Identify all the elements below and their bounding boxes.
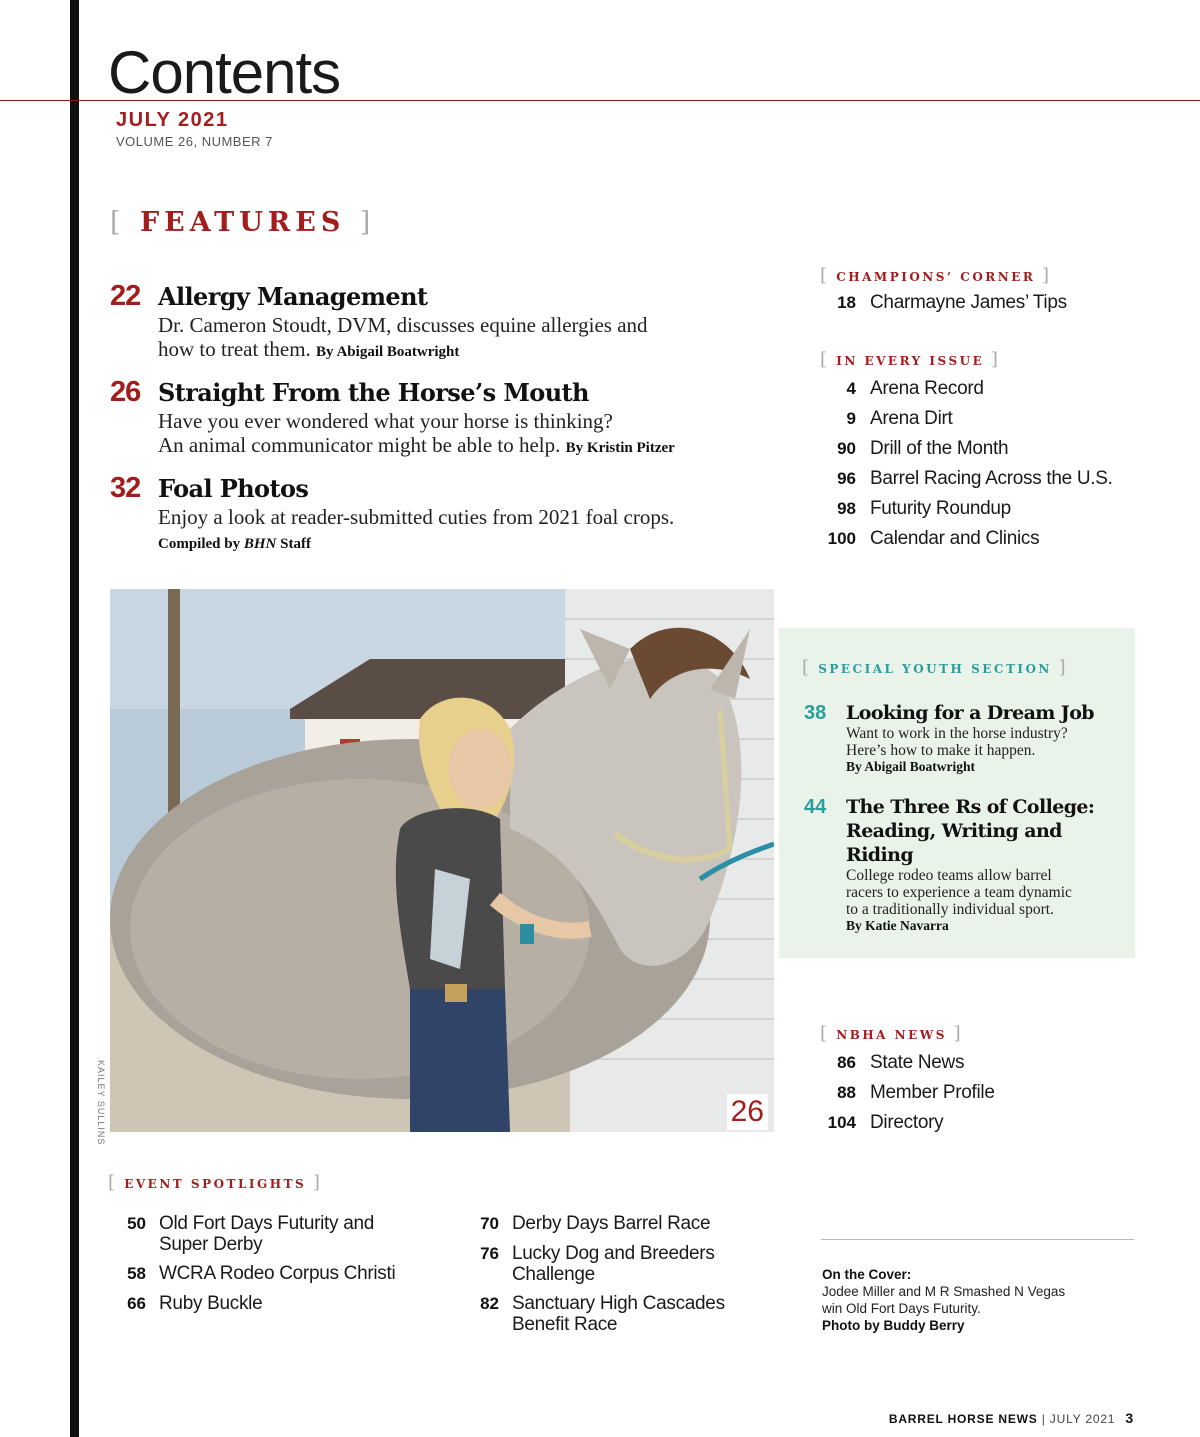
bracket-open-icon: [ [108,1172,118,1193]
youth-page-number: 44 [804,796,827,818]
toc-item[interactable] [820,292,1067,322]
publication-name: BARREL HORSE NEWS [888,1412,1038,1426]
volume-number: VOLUME 26, NUMBER 7 [116,134,273,149]
toc-label: State News [870,1052,965,1073]
youth-description: College rodeo teams allow barrel racers to experience a team dynamic to a traditionally individual sport. [846,867,1072,918]
youth-byline: By Katie Navarra [846,918,949,933]
toc-item[interactable] [820,498,1113,528]
feature-page-number: 26 [110,376,141,408]
event-label: Sanctuary High Cascades Benefit Race [512,1293,725,1335]
feature-byline: By Abigail Boatwright [316,344,460,360]
youth-title: The Three Rs of College: Reading, Writing and Riding [846,796,1095,866]
event-item[interactable] [463,1293,772,1335]
cover-divider [821,1239,1134,1240]
feature-item-foal-photos[interactable] [110,472,770,556]
photo-credit: KAILEY SULLINS [96,1060,106,1146]
toc-item[interactable] [820,378,1113,408]
youth-title: Looking for a Dream Job [846,702,1094,724]
bracket-close-icon: ] [359,207,376,238]
toc-label: Futurity Roundup [870,498,1011,519]
event-spotlights-heading: [ EVENT SPOTLIGHTS ] [108,1172,323,1193]
feature-title: Straight From the Horse’s Mouth [158,378,589,407]
toc-label: Arena Dirt [870,408,953,429]
in-every-issue-list [820,378,1113,558]
toc-page-number: 96 [837,469,856,488]
event-label: Lucky Dog and Breeders Challenge [512,1243,715,1285]
event-item[interactable] [463,1213,772,1235]
feature-description: Enjoy a look at reader-submitted cuties from 2021 foal crops. Compiled by BHN Staff [158,505,675,552]
feature-item-horses-mouth[interactable] [110,376,770,460]
feature-page-number: 22 [110,280,141,312]
toc-label: Directory [870,1112,944,1133]
toc-label: Barrel Racing Across the U.S. [870,468,1113,489]
event-page-number: 82 [480,1294,499,1313]
toc-item[interactable] [820,528,1113,558]
youth-section-heading: [ SPECIAL YOUTH SECTION ] [802,657,1069,678]
feature-description: Have you ever wondered what your horse is thinking? An animal communicator might be able to help. By Kristin Pitzer [158,409,675,457]
toc-item[interactable] [820,1112,995,1142]
event-page-number: 66 [127,1294,146,1313]
cover-photo-credit: Photo by Buddy Berry [822,1318,965,1333]
features-heading-label: FEATURES [139,207,346,238]
champions-corner-heading: [ CHAMPIONS’ CORNER ] [820,265,1052,286]
event-item[interactable] [110,1213,419,1255]
youth-description: Want to work in the horse industry? Here’s how to make it happen. [846,725,1068,759]
bracket-open-icon: [ [110,207,126,238]
in-every-issue-heading: [ IN EVERY ISSUE ] [820,349,1001,370]
toc-page-number: 4 [846,379,856,398]
event-label: WCRA Rodeo Corpus Christi [159,1263,396,1284]
toc-page-number: 98 [837,499,856,518]
toc-page-number: 104 [827,1113,856,1132]
footer-separator: | [1041,1412,1046,1426]
feature-photo[interactable] [110,589,774,1132]
youth-page-number: 38 [804,702,827,724]
toc-page-number: 90 [837,439,856,458]
page-number: 3 [1125,1410,1134,1426]
page-title: Contents [108,39,341,106]
bracket-close-icon: ] [1058,657,1069,678]
feature-byline: By Kristin Pitzer [565,440,675,456]
event-spotlights-col1 [110,1213,419,1323]
nbha-news-heading: [ NBHA NEWS ] [820,1023,964,1044]
bracket-close-icon: ] [312,1172,323,1193]
youth-item-dream-job[interactable] [804,701,1124,775]
event-page-number: 70 [480,1214,499,1233]
bracket-open-icon: [ [820,1023,830,1044]
toc-label: Calendar and Clinics [870,528,1040,549]
toc-label: Charmayne James’ Tips [870,292,1067,313]
bracket-close-icon: ] [1042,265,1052,286]
bracket-open-icon: [ [820,349,830,370]
toc-page-number: 9 [846,409,856,428]
event-item[interactable] [110,1293,419,1315]
feature-description: Dr. Cameron Stoudt, DVM, discusses equine allergies and how to treat them. By Abigail Boatwright [158,313,648,361]
toc-page-number: 100 [827,529,856,548]
horse-and-rider-illustration [110,589,774,1132]
photo-page-reference: 26 [727,1094,768,1130]
toc-item[interactable] [820,468,1113,498]
toc-page-number: 88 [837,1083,856,1102]
toc-label: Drill of the Month [870,438,1009,459]
nbha-news-list [820,1052,995,1142]
event-item[interactable] [463,1243,772,1285]
page-spine-bar [70,0,79,1437]
event-label: Derby Days Barrel Race [512,1213,711,1234]
event-label: Old Fort Days Futurity and Super Derby [159,1213,374,1255]
cover-label: On the Cover: [822,1267,912,1282]
issue-date: JULY 2021 [116,109,229,131]
youth-item-three-rs[interactable] [804,795,1124,934]
toc-page-number: 18 [837,293,856,312]
toc-item[interactable] [820,1082,995,1112]
champions-corner-list [820,292,1067,322]
bracket-open-icon: [ [820,265,830,286]
feature-title: Foal Photos [158,474,309,503]
toc-label: Arena Record [870,378,984,399]
event-label: Ruby Buckle [159,1293,263,1314]
event-page-number: 50 [127,1214,146,1233]
cover-caption: On the Cover: Jodee Miller and M R Smashed N Vegas win Old Fort Days Futurity. Photo by Buddy Berry [822,1267,1066,1333]
event-spotlights-col2 [463,1213,772,1343]
feature-item-allergy[interactable] [110,280,770,364]
footer-issue: JULY 2021 [1049,1412,1116,1426]
feature-title: Allergy Management [158,282,428,311]
feature-byline: Compiled by BHN Staff [158,536,311,552]
event-page-number: 58 [127,1264,146,1283]
bracket-close-icon: ] [990,349,1001,370]
bracket-open-icon: [ [802,657,812,678]
feature-page-number: 32 [110,472,141,504]
toc-item[interactable] [820,438,1113,468]
youth-byline: By Abigail Boatwright [846,759,976,774]
bracket-close-icon: ] [953,1023,964,1044]
page-footer [889,1410,1134,1426]
toc-label: Member Profile [870,1082,995,1103]
toc-item[interactable] [820,408,1113,438]
features-heading [110,207,375,238]
event-item[interactable] [110,1263,419,1285]
toc-page-number: 86 [837,1053,856,1072]
toc-item[interactable] [820,1052,995,1082]
event-page-number: 76 [480,1244,499,1263]
